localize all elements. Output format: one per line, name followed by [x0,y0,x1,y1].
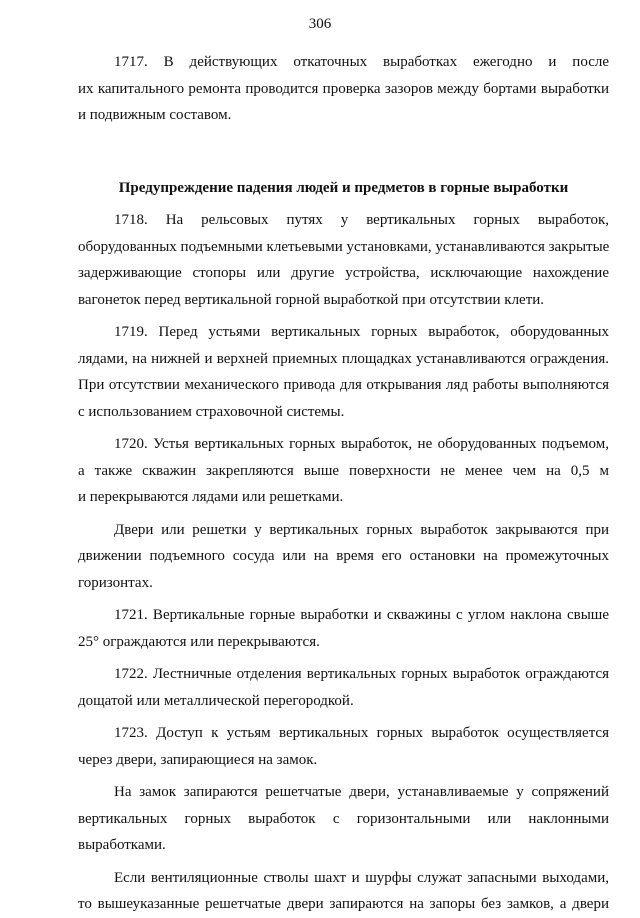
text-line: их капитального ремонта проводится проверка зазоров между бортами выработки [78,80,609,97]
text-line: с использованием страховочной системы. [78,403,345,420]
text-line: На замок запираются решетчатые двери, устанавливаемые у сопряжений [114,784,609,800]
text-line: 25° ограждаются или перекрываются. [78,633,320,650]
text-line: 1717. В действующих откаточных выработках ежегодно и после [114,54,609,70]
page-number: 306 [308,16,332,32]
paragraph [78,517,609,597]
paragraph [78,865,609,918]
text-line: горизонтах. [78,574,153,591]
text-line: 1719. Перед устьями вертикальных горных выработок, оборудованных [114,324,609,340]
text-line: 1723. Доступ к устьям вертикальных горных выработок осуществляется [114,725,609,741]
text-line: и перекрываются лядами или решетками. [78,489,344,505]
text-line: Двери или решетки у вертикальных горных выработок закрываются при [114,521,609,538]
document-body [78,49,609,918]
section-heading: Предупреждение падения людей и предметов в горные выработки [118,179,569,196]
text-line: Если вентиляционные стволы шахт и шурфы служат запасными выходами, [114,869,609,886]
text-line: 1718. На рельсовых путях у вертикальных горных выработок, [114,212,609,228]
text-line: и подвижным составом. [78,107,232,123]
text-line: вертикальных горных выработок с горизонтальными или наклонными [78,810,609,827]
text-line: вагонеток перед вертикальной горной выработкой при отсутствии клети. [78,291,545,308]
paragraph [78,319,609,425]
paragraph [78,720,609,773]
paragraph [78,602,609,655]
paragraph [78,779,609,859]
text-line: 1722. Лестничные отделения вертикальных горных выработок ограждаются [114,666,609,682]
text-line: дощатой или металлической перегородкой. [78,692,354,709]
text-line: 1721. Вертикальные горные выработки и скважины с углом наклона свыше [114,607,609,623]
text-line: выработками. [78,837,166,853]
paragraph [78,49,609,129]
text-line: 1720. Устья вертикальных горных выработок, не оборудованных подъемом, [114,436,609,452]
text-line: а также скважин закрепляются выше поверхности не менее чем на 0,5 м [78,462,609,479]
text-line: движении подъемного сосуда или на время его остановки на промежуточных [78,548,609,564]
text-line: через двери, запирающиеся на замок. [78,751,318,768]
text-line: задерживающие стопоры или другие устройства, исключающие нахождение [78,265,609,281]
text-line: оборудованных подъемными клетьевыми установками, устанавливаются закрытые [78,238,610,255]
text-line: то вышеуказанные решетчатые двери запираются на запоры без замков, а двери [78,896,609,912]
paragraph [78,431,609,511]
paragraph [78,661,609,714]
text-line: При отсутствии механического привода для открывания ляд работы выполняются [78,377,609,393]
paragraph [78,207,609,313]
text-line: лядами, на нижней и верхней приемных площадках устанавливаются ограждения. [78,350,609,367]
